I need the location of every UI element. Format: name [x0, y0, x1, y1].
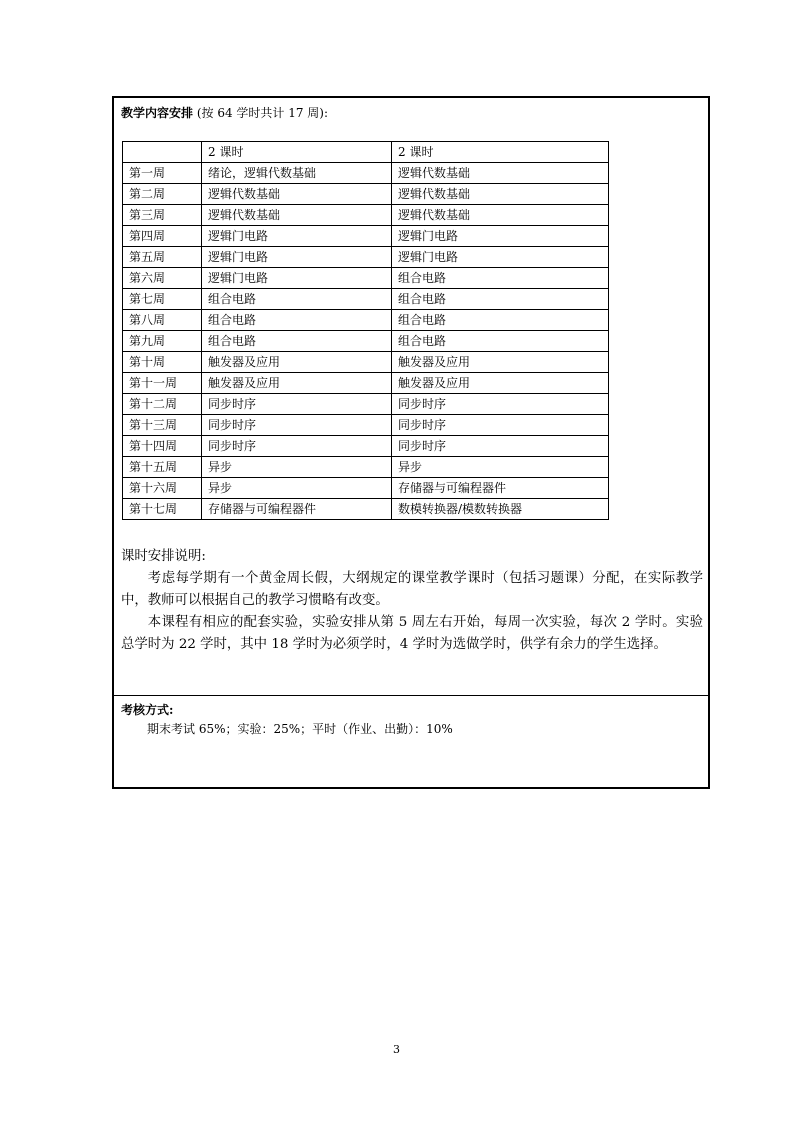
- topic-cell: 异步: [202, 478, 392, 499]
- notes-paragraph-2: 本课程有相应的配套实验，实验安排从第 5 周左右开始，每周一次实验，每次 2 学时。实验总学时为 22 学时，其中 18 学时为必须学时，4 学时为选做学时，供学有余力的学生选择。: [121, 615, 703, 652]
- schedule-table: [122, 141, 609, 520]
- content-section-title-bold: 教学内容安排: [121, 106, 194, 120]
- table-row: [123, 394, 609, 415]
- week-cell: 第六周: [123, 268, 202, 289]
- week-cell: 第十七周: [123, 499, 202, 520]
- topic-cell: 存储器与可编程器件: [202, 499, 392, 520]
- table-row: [123, 436, 609, 457]
- page-number: 3: [393, 1043, 400, 1056]
- topic-cell: 绪论，逻辑代数基础: [202, 163, 392, 184]
- week-cell: 第三周: [123, 205, 202, 226]
- week-cell: 第九周: [123, 331, 202, 352]
- table-row: [123, 163, 609, 184]
- section-divider: [114, 695, 708, 696]
- header-cell: 2 课时: [202, 142, 392, 163]
- topic-cell: 存储器与可编程器件: [392, 478, 609, 499]
- topic-cell: 同步时序: [392, 394, 609, 415]
- topic-cell: 逻辑门电路: [202, 268, 392, 289]
- week-cell: 第十一周: [123, 373, 202, 394]
- table-row: [123, 289, 609, 310]
- topic-cell: 触发器及应用: [392, 373, 609, 394]
- topic-cell: 同步时序: [392, 436, 609, 457]
- topic-cell: 逻辑门电路: [202, 247, 392, 268]
- content-section-title: [121, 104, 328, 121]
- content-section-title-rest: (按 64 学时共计 17 周):: [193, 106, 329, 120]
- topic-cell: 组合电路: [392, 310, 609, 331]
- topic-cell: 触发器及应用: [202, 352, 392, 373]
- topic-cell: 逻辑代数基础: [202, 184, 392, 205]
- week-cell: 第四周: [123, 226, 202, 247]
- topic-cell: 异步: [392, 457, 609, 478]
- topic-cell: 逻辑门电路: [202, 226, 392, 247]
- topic-cell: 触发器及应用: [392, 352, 609, 373]
- table-header-row: [123, 142, 609, 163]
- week-cell: 第十二周: [123, 394, 202, 415]
- topic-cell: 触发器及应用: [202, 373, 392, 394]
- week-cell: 第五周: [123, 247, 202, 268]
- week-cell: 第十五周: [123, 457, 202, 478]
- topic-cell: 逻辑代数基础: [202, 205, 392, 226]
- table-row: [123, 205, 609, 226]
- week-cell: 第十四周: [123, 436, 202, 457]
- topic-cell: 逻辑代数基础: [392, 163, 609, 184]
- topic-cell: 逻辑代数基础: [392, 205, 609, 226]
- topic-cell: 同步时序: [202, 436, 392, 457]
- header-cell: [123, 142, 202, 163]
- topic-cell: 数模转换器/模数转换器: [392, 499, 609, 520]
- table-row: [123, 184, 609, 205]
- table-row: [123, 373, 609, 394]
- topic-cell: 组合电路: [202, 289, 392, 310]
- table-row: [123, 499, 609, 520]
- topic-cell: 组合电路: [392, 331, 609, 352]
- table-row: [123, 415, 609, 436]
- week-cell: 第十周: [123, 352, 202, 373]
- table-row: [123, 352, 609, 373]
- notes-paragraph-1: 考虑每学期有一个黄金周长假，大纲规定的课堂教学课时（包括习题课）分配，在实际教学中，教师可以根据自己的教学习惯略有改变。: [121, 571, 703, 608]
- table-row: [123, 226, 609, 247]
- schedule-notes: [121, 546, 703, 656]
- topic-cell: 同步时序: [202, 394, 392, 415]
- table-row: [123, 331, 609, 352]
- week-cell: 第十三周: [123, 415, 202, 436]
- notes-heading: 课时安排说明:: [121, 549, 206, 564]
- table-row: [123, 268, 609, 289]
- week-cell: 第二周: [123, 184, 202, 205]
- topic-cell: 组合电路: [202, 310, 392, 331]
- week-cell: 第七周: [123, 289, 202, 310]
- topic-cell: 逻辑门电路: [392, 247, 609, 268]
- topic-cell: 异步: [202, 457, 392, 478]
- table-row: [123, 478, 609, 499]
- topic-cell: 同步时序: [202, 415, 392, 436]
- table-row: [123, 457, 609, 478]
- week-cell: 第八周: [123, 310, 202, 331]
- assessment-title: 考核方式:: [121, 703, 174, 717]
- week-cell: 第十六周: [123, 478, 202, 499]
- table-row: [123, 247, 609, 268]
- topic-cell: 组合电路: [392, 289, 609, 310]
- header-cell: 2 课时: [392, 142, 609, 163]
- assessment-text: 期末考试 65%；实验：25%；平时（作业、出勤）：10%: [147, 722, 453, 736]
- topic-cell: 逻辑代数基础: [392, 184, 609, 205]
- week-cell: 第一周: [123, 163, 202, 184]
- syllabus-frame: [112, 96, 710, 789]
- table-row: [123, 310, 609, 331]
- topic-cell: 组合电路: [392, 268, 609, 289]
- topic-cell: 逻辑门电路: [392, 226, 609, 247]
- topic-cell: 同步时序: [392, 415, 609, 436]
- topic-cell: 组合电路: [202, 331, 392, 352]
